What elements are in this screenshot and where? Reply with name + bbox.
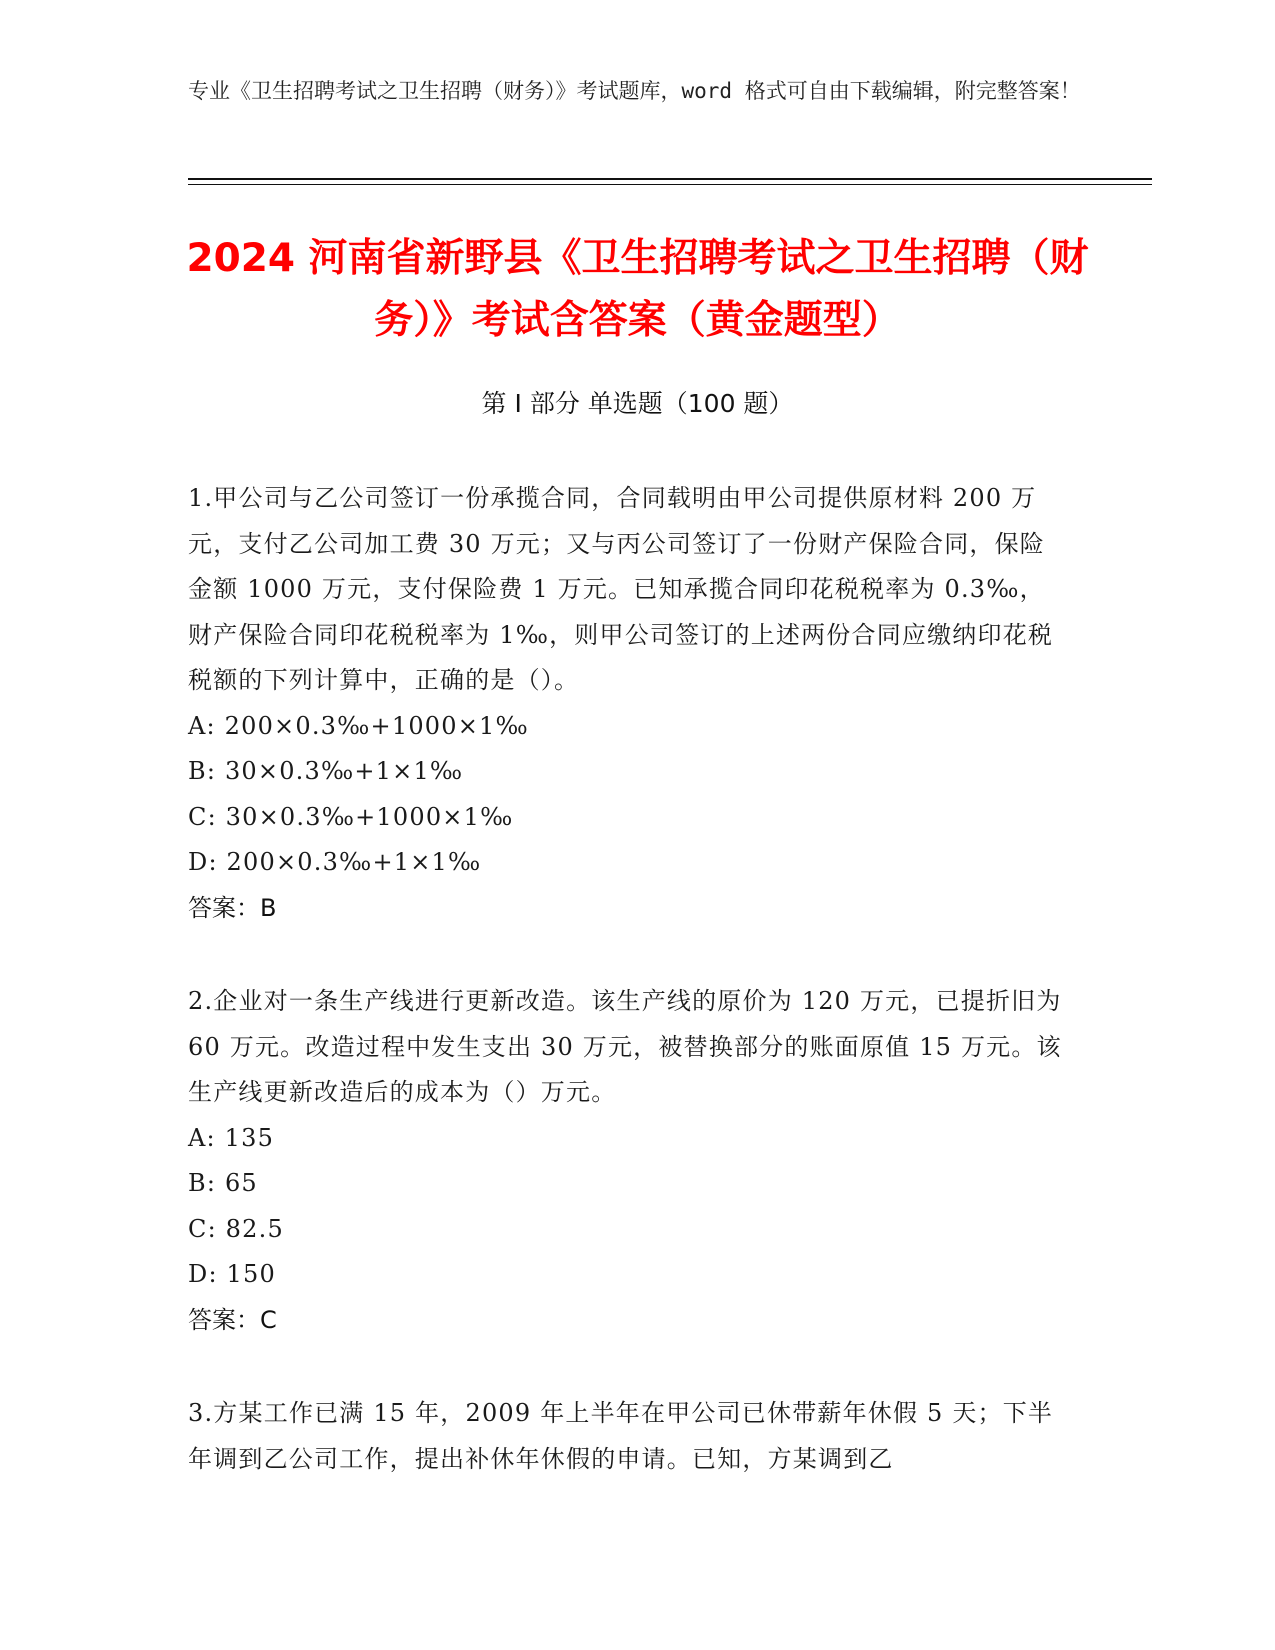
option-c: C: 30×0.3‰+1000×1‰ (188, 802, 514, 831)
answer-label: 答案：C (188, 1305, 277, 1334)
document-title: 2024 河南省新野县《卫生招聘考试之卫生招聘（财务）》考试含答案（黄金题型） (186, 236, 1089, 343)
question-text: 1.甲公司与乙公司签订一份承揽合同，合同载明由甲公司提供原材料 200 万元，支付乙公司加工费 30 万元；又与丙公司签订了一份财产保险合同，保险金额 1000 万元，支付保险费 1 万元。已知承揽合同印花税税率为 0.3‰，财产保险合同印花税税率为 1‰，则甲公司签订的上述两份合同应缴纳印花税税额的下列计算中，正确的是（）。 (188, 484, 1054, 694)
header-divider-thin (188, 184, 1152, 185)
question-1 (188, 476, 1068, 931)
question-text: 3.方某工作已满 15 年，2009 年上半年在甲公司已休带薪年休假 5 天；下半年调到乙公司工作，提出补休年休假的申请。已知，方某调到乙 (188, 1399, 1054, 1473)
option-d: D: 150 (188, 1260, 276, 1288)
answer-label: 答案：B (188, 893, 277, 922)
option-a: A: 135 (188, 1123, 275, 1152)
question-list (188, 476, 1068, 1530)
question-3 (188, 1391, 1068, 1482)
section-title: 第 I 部分 单选题（100 题） (481, 389, 794, 418)
question-text: 2.企业对一条生产线进行更新改造。该生产线的原价为 120 万元，已提折旧为 60 万元。改造过程中发生支出 30 万元，被替换部分的账面原值 15 万元。该生产线更新改造后的成本为（）万元。 (188, 987, 1062, 1106)
option-a: A: 200×0.3‰+1000×1‰ (188, 711, 529, 740)
header-divider-thick (188, 178, 1152, 180)
question-2 (188, 979, 1068, 1343)
option-b: B: 30×0.3‰+1×1‰ (188, 757, 464, 785)
option-b: B: 65 (188, 1169, 258, 1197)
option-c: C: 82.5 (188, 1214, 284, 1243)
option-d: D: 200×0.3‰+1×1‰ (188, 848, 482, 876)
header-note: 专业《卫生招聘考试之卫生招聘（财务）》考试题库，word 格式可自由下载编辑，附完整答案！ (188, 79, 1081, 103)
